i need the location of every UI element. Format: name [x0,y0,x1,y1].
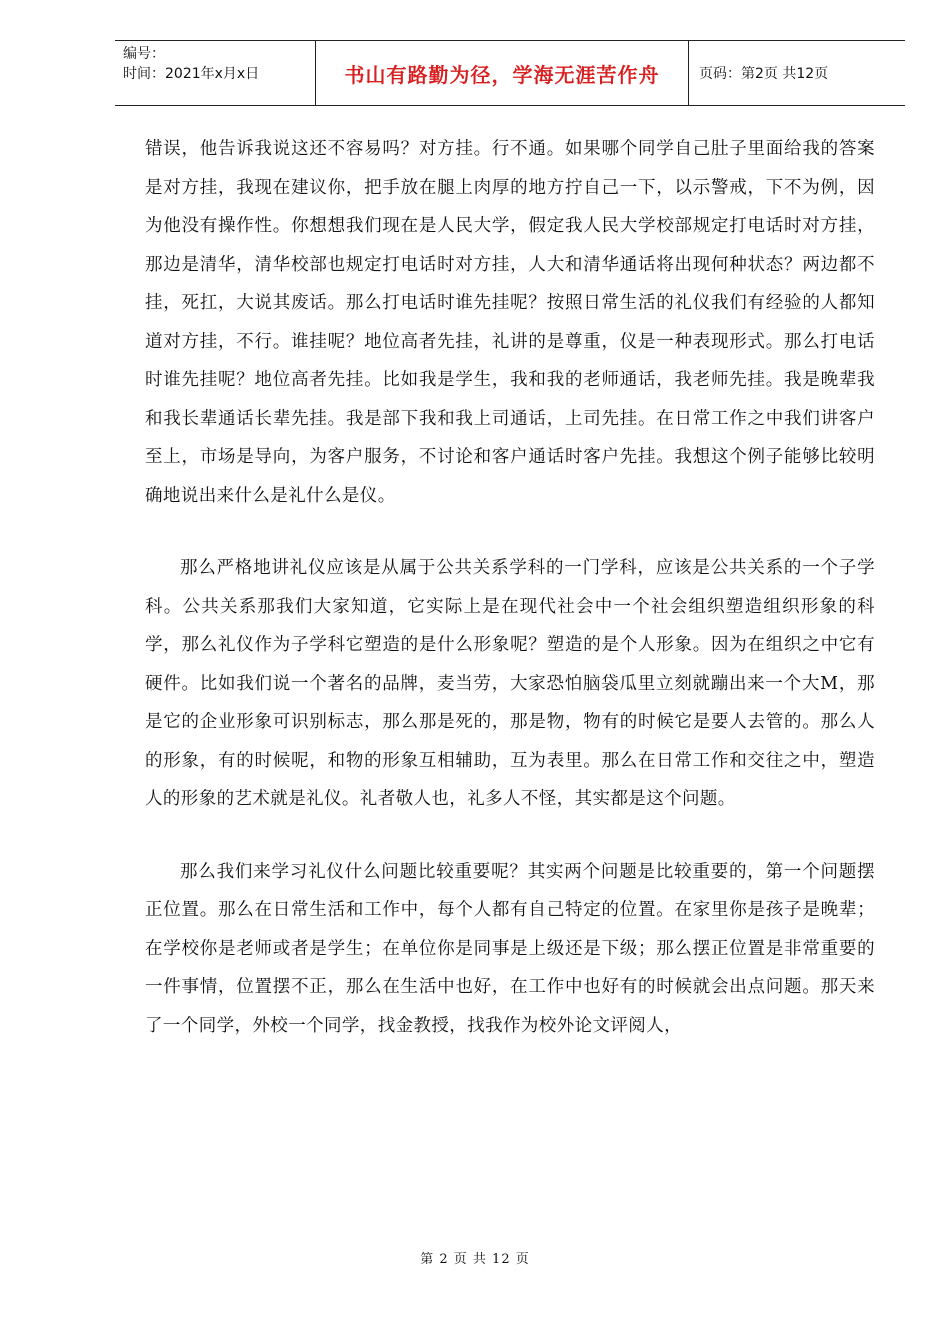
paragraph: 错误，他告诉我说这还不容易吗？对方挂。行不通。如果哪个同学自己肚子里面给我的答案是对方挂，我现在建议你，把手放在腿上肉厚的地方拧自己一下，以示警戒，下不为例，因为他没有操作性。你想想我们现在是人民大学，假定我人民大学校部规定打电话时对方挂，那边是清华，清华校部也规定打电话时对方挂，人大和清华通话将出现何种状态？两边都不挂，死扛，大说其废话。那么打电话时谁先挂呢？按照日常生活的礼仪我们有经验的人都知道对方挂，不行。谁挂呢？地位高者先挂，礼讲的是尊重，仪是一种表现形式。那么打电话时谁先挂呢？地位高者先挂。比如我是学生，我和我的老师通话，我老师先挂。我是晚辈我和我长辈通话长辈先挂。我是部下我和我上司通话，上司先挂。在日常工作之中我们讲客户至上，市场是导向，为客户服务，不讨论和客户通话时客户先挂。我想这个例子能够比较明确地说出来什么是礼什么是仪。 [145,139,875,506]
paragraph: 那么严格地讲礼仪应该是从属于公共关系学科的一门学科，应该是公共关系的一个子学科。公共关系那我们大家知道，它实际上是在现代社会中一个社会组织塑造组织形象的科学，那么礼仪作为子学科它塑造的是什么形象呢？塑造的是个人形象。因为在组织之中它有硬件。比如我们说一个著名的品牌，麦当劳，大家恐怕脑袋瓜里立刻就蹦出来一个大M，那是它的企业形象可识别标志，那么那是死的，那是物，物有的时候它是要人去管的。那么人的形象，有的时候呢，和物的形象互相辅助，互为表里。那么在日常工作和交往之中，塑造人的形象的艺术就是礼仪。礼者敬人也，礼多人不怪，其实都是这个问题。 [145,558,875,809]
page-footer: 第 2 页 共 12 页 [420,1252,530,1267]
header-motto: 书山有路勤为径，学海无涯苦作舟 [316,41,689,105]
document-body [145,130,875,1079]
page-header [115,40,905,106]
document-time: 时间：2021年x月x日 [123,66,260,82]
header-meta [115,41,316,105]
paragraph: 那么我们来学习礼仪什么问题比较重要呢？其实两个问题是比较重要的，第一个问题摆正位置。那么在日常生活和工作中，每个人都有自己特定的位置。在家里你是孩子是晚辈；在学校你是老师或者是学生；在单位你是同事是上级还是下级；那么摆正位置是非常重要的一件事情，位置摆不正，那么在生活中也好，在工作中也好有的时候就会出点问题。那天来了一个同学，外校一个同学，找金教授，找我作为校外论文评阅人， [145,861,875,1036]
document-number: 编号： [123,46,165,62]
header-page-info: 页码：第2页 共12页 [699,66,829,82]
